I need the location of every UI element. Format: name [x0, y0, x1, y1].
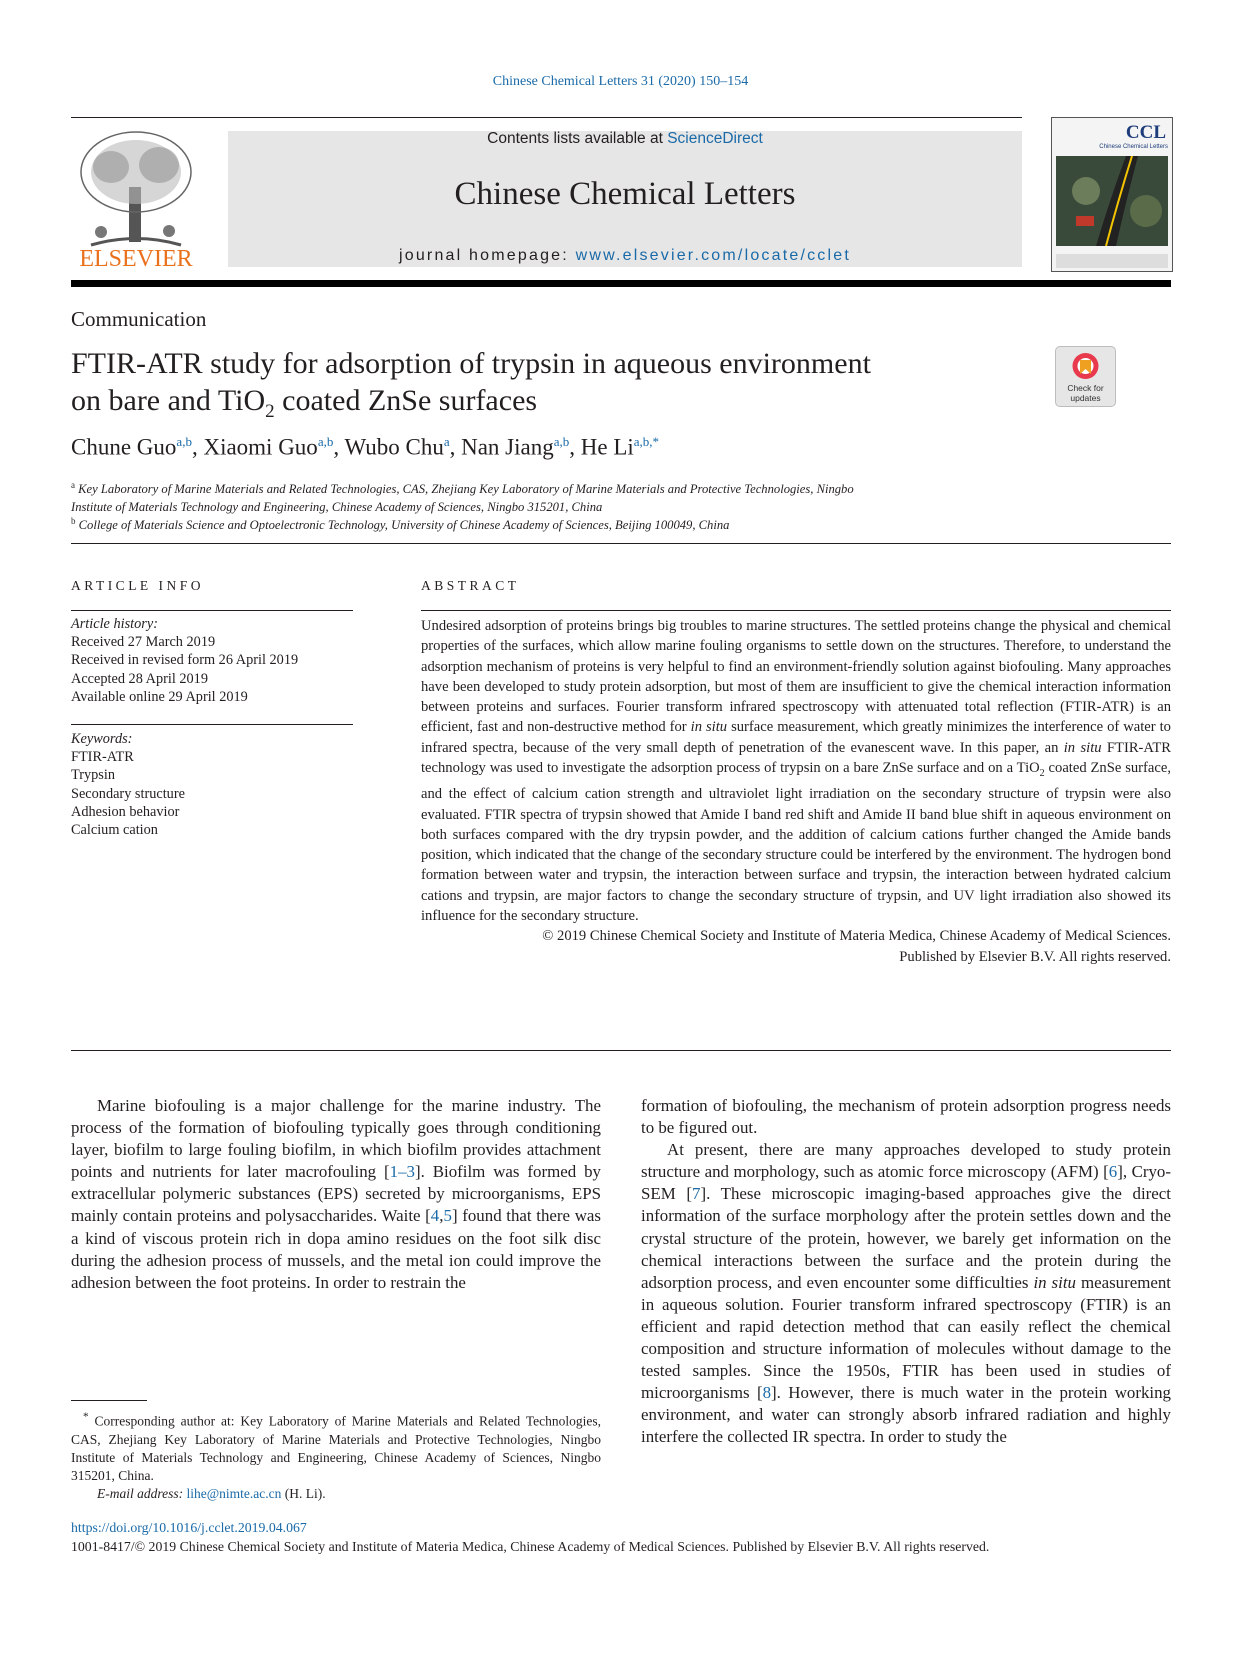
abstract-bottom-rule	[71, 1050, 1171, 1051]
keyword-item: Secondary structure	[71, 785, 185, 802]
author-separator: ,	[449, 434, 462, 460]
abstract-italic: in situ	[1063, 739, 1102, 756]
footnote-text: Corresponding author at: Key Laboratory of Marine Materials and Related Technologies, CAS, Zhejiang Key Laboratory of Marine Materials and Protective Technologies, Ningbo Institute of Materials Technology and Engineering, Chinese Academy of Sciences, Ningbo 315201, China.	[71, 1413, 601, 1484]
citation-link[interactable]: 7	[692, 1184, 701, 1204]
cover-barcode	[1056, 254, 1168, 268]
author-separator: ,	[333, 434, 345, 460]
article-type: Communication	[71, 307, 207, 331]
info-rule	[71, 610, 353, 611]
abstract-part: coated ZnSe surface, and the effect of calcium cation strength and ultraviolet light irradiation on the secondary structure of trypsin were also evaluated. FTIR spectra of trypsin showed that Amide I band red shift and Amide II band blue shift in aqueous environment on both surfaces compared with the dry trypsin powder, and the addition of calcium cations further changed the Amide bands position, which indicated that the change of the secondary structure could be interfered by the environment. The hydrogen bond formation between water and trypsin, the interaction between surface and trypsin, the interaction between hydrated calcium cations and trypsin, are major factors to change the secondary structure of trypsin, and UV light irradiation also showed its influence for the secondary structure.	[421, 760, 1171, 925]
keyword-item: FTIR-ATR	[71, 749, 134, 766]
title-subscript: 2	[265, 401, 275, 422]
page-footer	[71, 1519, 1171, 1556]
check-updates-label: Check for updates	[1067, 383, 1104, 403]
affil-b-line: College of Materials Science and Optoelectronic Technology, University of Chinese Academy of Sciences, Beijing 100049, China	[78, 518, 730, 533]
article-info-heading: ARTICLE INFO	[71, 578, 205, 593]
title-line-1: FTIR-ATR study for adsorption of trypsin in aqueous environment	[71, 347, 871, 380]
author-name[interactable]: Wubo Chu	[344, 434, 444, 460]
body-text: ,	[439, 1206, 444, 1226]
body-italic: in situ	[1033, 1272, 1076, 1292]
abstract-part: Undesired adsorption of proteins brings big troubles to marine structures. The settled proteins change the physical and chemical properties of the surfaces, which allow marine fouling organisms to settle down on the structures. Therefore, to understand the adsorption mechanism of proteins is very helpful to find an environment-friendly solution against biofouling. Many approaches have been developed to study protein adsorption, but most of them are insufficient to give the chemical interaction information between proteins and surfaces. Fourier transform infrared spectroscopy with attenuated total reflection (FTIR-ATR) is an efficient, fast and non-destructive method for	[421, 618, 1171, 736]
article-title	[71, 345, 1011, 430]
abstract-heading: ABSTRACT	[421, 578, 520, 593]
journal-cover[interactable]	[1051, 117, 1173, 272]
journal-title: Chinese Chemical Letters	[454, 176, 796, 212]
doi-link[interactable]: https://doi.org/10.1016/j.cclet.2019.04.067	[71, 1520, 307, 1535]
body-text: ]. These microscopic imaging-based approaches give the direct information of the surface morphology after the protein settles down and the crystal structure of the protein, however, we barely get information on the chemical interactions between the surface and the protein during the adsorption process, and even encounter some difficulties	[641, 1184, 1171, 1292]
author-list	[71, 434, 659, 461]
email-suffix: (H. Li).	[281, 1486, 326, 1502]
author-name[interactable]: He Li	[580, 434, 634, 460]
body-text: measurement in aqueous solution. Fourier transform infrared spectroscopy (FTIR) is an efficient and rapid detection method that can easily reflect the chemical composition and structure information of molecules without damage to the tested samples. Since the 1950s, FTIR has been used in studies of microorganisms [	[641, 1272, 1171, 1403]
body-text: ], Cryo-SEM [	[641, 1162, 1172, 1204]
abstract-copyright-1: © 2019 Chinese Chemical Society and Institute of Materia Medica, Chinese Academy of Medical Sciences.	[542, 928, 1171, 945]
homepage-line	[228, 247, 1022, 265]
issn-copyright: 1001-8417/© 2019 Chinese Chemical Society and Institute of Materia Medica, Chinese Academy of Medical Sciences. Published by Elsevier B.V. All rights reserved.	[71, 1538, 990, 1554]
author-name[interactable]: Xiaomi Guo	[203, 434, 318, 460]
citation-link[interactable]: 6	[1108, 1162, 1118, 1182]
body-text: ]. However, there is much water in the protein working environment, and water can strongly absorb infrared radiation and highly interfere the collected IR spectra. In order to study the	[641, 1383, 1172, 1447]
contents-line	[228, 130, 1022, 148]
history-accepted: Accepted 28 April 2019	[71, 670, 208, 687]
footnote-star: *	[83, 1411, 89, 1423]
cover-abbrev: CCL	[1125, 122, 1166, 143]
affil-mark-b: b	[71, 516, 76, 526]
cover-illustration	[1056, 156, 1168, 246]
sciencedirect-link[interactable]: ScienceDirect	[667, 130, 763, 147]
affiliation-rule	[71, 543, 1171, 544]
body-text: At present, there are many approaches developed to study protein structure and morphology, such as atomic force microscopy (AFM) [	[641, 1140, 1171, 1182]
email-link[interactable]: lihe@nimte.ac.cn	[186, 1486, 282, 1502]
affil-mark-a: a	[71, 480, 75, 490]
header-rule	[71, 117, 1022, 118]
author-affil-sup[interactable]: a,b	[553, 434, 570, 449]
affiliation-a	[71, 476, 1171, 516]
abstract-part: surface measurement, which greatly minimizes the interference of water to infrared spectra, because of the very small depth of penetration of the evanescent wave. In this paper, an	[421, 719, 1171, 756]
article-history	[71, 615, 353, 706]
author-separator: ,	[569, 434, 581, 460]
elsevier-wordmark: ELSEVIER	[79, 246, 193, 272]
abstract-text	[421, 616, 1171, 967]
body-text: ]. Biofilm was formed by extracellular polymeric substances (EPS) secreted by microorganisms, EPS mainly contain proteins and polysaccharides. Waite [	[71, 1162, 601, 1226]
author-affil-sup[interactable]: a	[443, 434, 450, 449]
citation-link[interactable]: 8	[762, 1383, 772, 1403]
body-right-column	[641, 1095, 1171, 1449]
history-received: Received 27 March 2019	[71, 634, 216, 651]
history-online: Available online 29 April 2019	[71, 688, 248, 705]
author-affil-sup[interactable]: a,b,*	[633, 434, 660, 449]
email-label: E-mail address:	[97, 1486, 184, 1502]
corresponding-author-footnote	[71, 1408, 601, 1504]
journal-reference[interactable]: Chinese Chemical Letters 31 (2020) 150–154	[492, 74, 749, 89]
body-left-column	[71, 1095, 601, 1294]
check-for-updates-badge[interactable]	[1055, 346, 1116, 407]
title-line-2-pre: on bare and TiO	[71, 384, 266, 417]
abstract-italic: in situ	[690, 719, 728, 736]
keyword-item: Adhesion behavior	[71, 803, 180, 820]
title-line-2-post: coated ZnSe surfaces	[274, 384, 538, 417]
keywords	[71, 730, 353, 839]
author-name[interactable]: Chune Guo	[71, 434, 177, 460]
body-text: ] found that there was a kind of viscous protein rich in dopa amino residues on the foot silk disc during the adhesion process of mussels, and the metal ion could improve the adhesion between the foot proteins. In order to restrain the	[71, 1206, 601, 1292]
homepage-link[interactable]: www.elsevier.com/locate/cclet	[575, 247, 852, 264]
abstract-part: FTIR-ATR technology was used to investigate the adsorption process of trypsin on a bare ZnSe surface and on a TiO	[421, 739, 1171, 777]
footnote-rule	[71, 1400, 147, 1401]
homepage-prefix: journal homepage:	[398, 247, 576, 264]
citation-link[interactable]: 5	[443, 1206, 452, 1226]
check-updates-icon	[1056, 350, 1115, 386]
body-paragraph	[71, 1095, 601, 1294]
history-label: Article history:	[71, 616, 158, 632]
body-paragraph-cont: formation of biofouling, the mechanism of protein adsorption progress needs to be figured out.	[641, 1096, 1171, 1138]
keyword-item: Trypsin	[71, 767, 115, 784]
citation-link[interactable]: 4	[430, 1206, 440, 1226]
author-affil-sup[interactable]: a,b	[176, 434, 192, 449]
author-separator: ,	[191, 434, 204, 460]
affil-a-line1: Key Laboratory of Marine Materials and Related Technologies, CAS, Zhejiang Key Laboratory of Marine Materials and Protective Technologies, Ningbo	[78, 482, 854, 497]
keywords-rule	[71, 724, 353, 725]
keyword-item: Calcium cation	[71, 822, 158, 839]
abstract-subscript: 2	[1039, 767, 1045, 779]
abstract-copyright-2: Published by Elsevier B.V. All rights reserved.	[899, 948, 1171, 965]
author-affil-sup[interactable]: a,b	[317, 434, 334, 449]
contents-prefix: Contents lists available at	[487, 130, 668, 147]
body-paragraph	[641, 1139, 1171, 1448]
history-revised: Received in revised form 26 April 2019	[71, 652, 299, 669]
citation-link[interactable]: 1–3	[389, 1162, 415, 1182]
header-thick-rule	[71, 280, 1171, 287]
affil-a-line2: Institute of Materials Technology and Engineering, Chinese Academy of Sciences, Ningbo 315201, China	[71, 500, 603, 515]
body-text: Marine biofouling is a major challenge for the marine industry. The process of the formation of biofouling typically goes through conditioning layer, biofilm to large fouling biofilm, in which biofilm provides attachment points and nutrients for later macrofouling [	[71, 1096, 601, 1182]
cover-name: Chinese Chemical Letters	[1099, 144, 1168, 150]
abstract-rule	[421, 610, 1171, 611]
affiliation-b	[71, 512, 1171, 534]
author-name[interactable]: Nan Jiang	[461, 434, 554, 460]
keywords-label: Keywords:	[71, 731, 133, 747]
